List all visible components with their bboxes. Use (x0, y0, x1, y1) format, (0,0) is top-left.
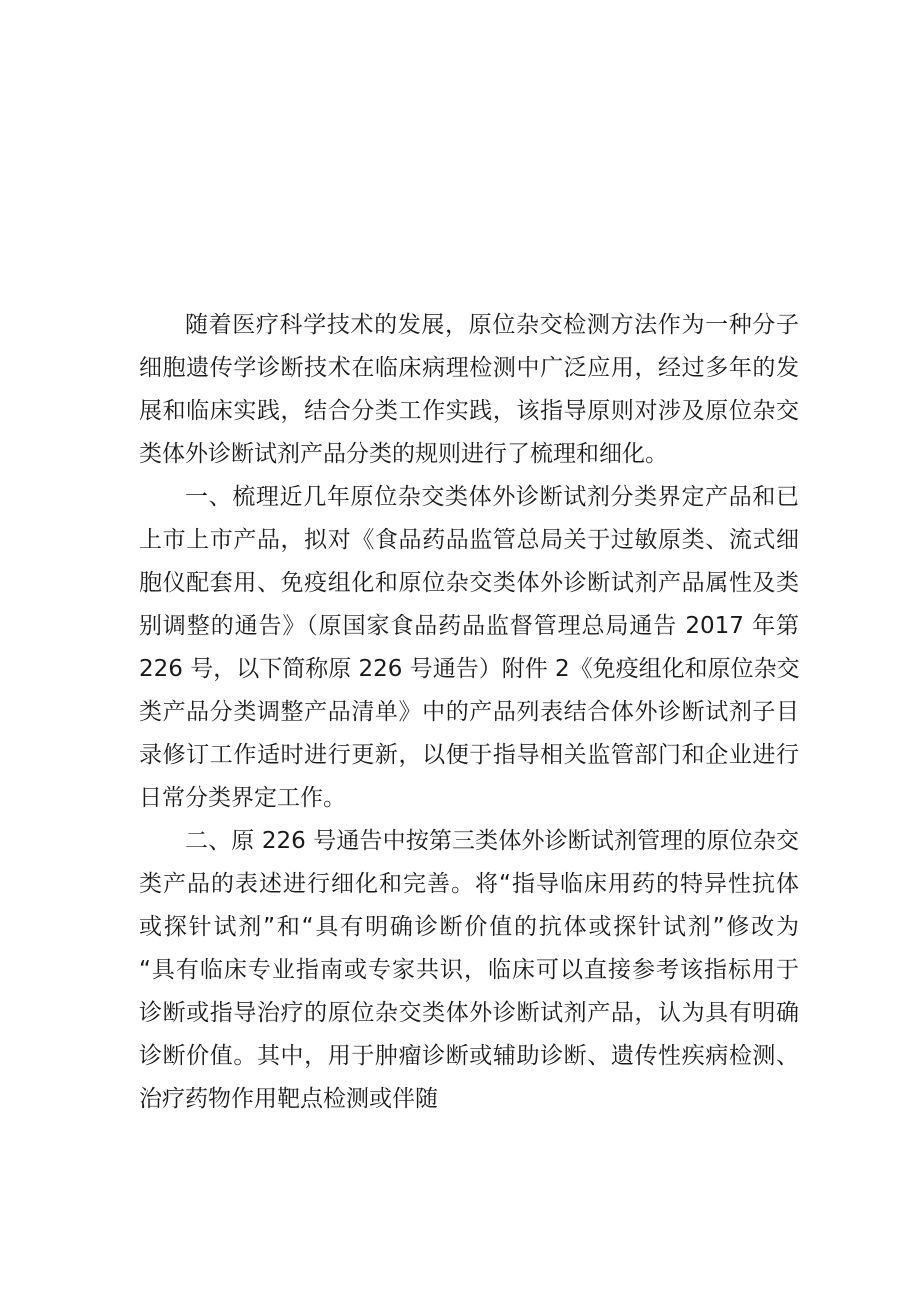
text-line: 类体外诊断试剂产品分类的规则进行了梳理和细化。 (139, 441, 668, 467)
text-line: 胞仪配套用、免疫组化和原位杂交类体外诊断试剂产品属性及类 (139, 570, 799, 596)
text-line: 录修订工作适时进行更新，以便于指导相关监管部门和企业进行 (139, 742, 799, 768)
text-line: 诊断价值。其中，用于肿瘤诊断或辅助诊断、遗传性疾病检测、 (139, 1043, 799, 1069)
text-line: 类产品的表述进行细化和完善。将“指导临床用药的特异性抗体 (139, 871, 799, 897)
text-line: 别调整的通告》（原国家食品药品监督管理总局通告 2017 年第 (139, 613, 799, 639)
text-line: 日常分类界定工作。 (139, 785, 346, 811)
text-line: 诊断或指导治疗的原位杂交类体外诊断试剂产品，认为具有明确 (139, 1000, 799, 1026)
paragraph-3 (139, 820, 799, 1121)
document-body (139, 304, 799, 1121)
text-line: 展和临床实践，结合分类工作实践，该指导原则对涉及原位杂交 (139, 398, 799, 424)
text-line: “具有临床专业指南或专家共识，临床可以直接参考该指标用于 (139, 957, 799, 983)
text-line: 二、原 226 号通告中按第三类体外诊断试剂管理的原位杂交 (185, 828, 799, 854)
text-line: 上市上市产品，拟对《食品药品监管总局关于过敏原类、流式细 (139, 527, 799, 553)
paragraph-2 (139, 476, 799, 820)
text-line: 随着医疗科学技术的发展，原位杂交检测方法作为一种分子 (185, 312, 799, 338)
text-line: 或探针试剂”和“具有明确诊断价值的抗体或探针试剂”修改为 (139, 914, 799, 940)
text-line: 细胞遗传学诊断技术在临床病理检测中广泛应用，经过多年的发 (139, 355, 799, 381)
text-line: 类产品分类调整产品清单》中的产品列表结合体外诊断试剂子目 (139, 699, 799, 725)
text-line: 226 号，以下简称原 226 号通告）附件 2《免疫组化和原位杂交 (139, 656, 800, 682)
paragraph-1 (139, 304, 799, 476)
text-line: 治疗药物作用靶点检测或伴随 (139, 1086, 438, 1112)
text-line: 一、梳理近几年原位杂交类体外诊断试剂分类界定产品和已 (185, 484, 799, 510)
